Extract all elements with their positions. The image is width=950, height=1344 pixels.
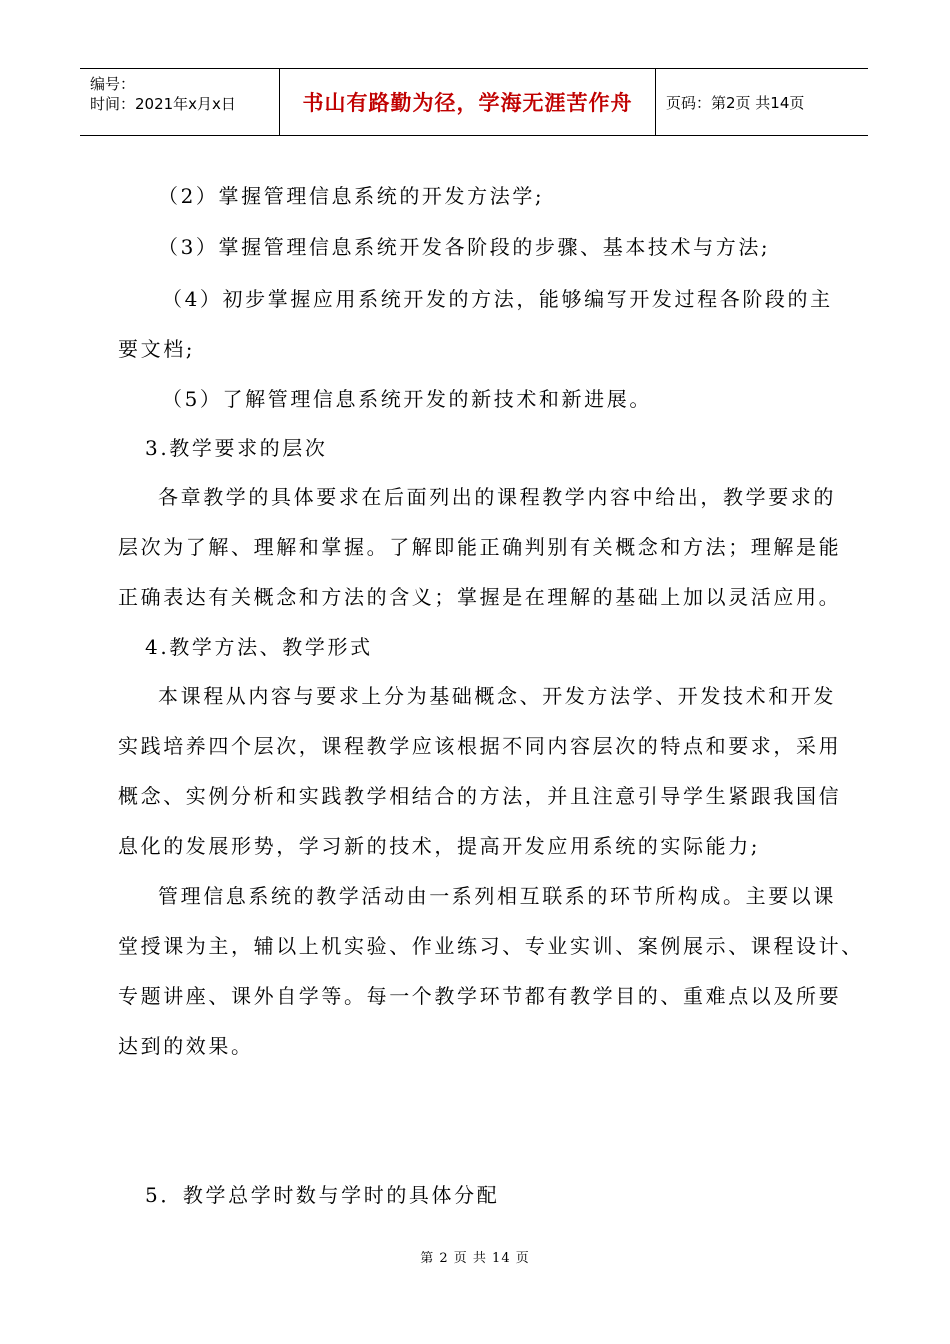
section-heading-3: 3.教学要求的层次: [145, 436, 328, 460]
objective-4-line-1: （4）初步掌握应用系统开发的方法，能够编写开发过程各阶段的主: [162, 287, 833, 311]
paragraph-4a-line-4: 息化的发展形势，学习新的技术，提高开发应用系统的实际能力;: [118, 834, 761, 858]
objective-2: （2）掌握管理信息系统的开发方法学;: [158, 184, 545, 208]
section-heading-4: 4.教学方法、教学形式: [145, 635, 373, 659]
objective-4-line-2: 要文档;: [118, 337, 196, 361]
section-heading-5: 5．教学总学时数与学时的具体分配: [145, 1183, 500, 1207]
paragraph-4a-line-1: 本课程从内容与要求上分为基础概念、开发方法学、开发技术和开发: [158, 684, 836, 708]
paragraph-4a-line-3: 概念、实例分析和实践教学相结合的方法，并且注意引导学生紧跟我国信: [118, 784, 842, 808]
page-header: [80, 68, 868, 136]
paragraph-3-line-3: 正确表达有关概念和方法的含义；掌握是在理解的基础上加以灵活应用。: [118, 585, 842, 609]
header-motto: 书山有路勤为径，学海无涯苦作舟: [280, 69, 656, 135]
header-meta: [80, 69, 280, 135]
paragraph-3-line-1: 各章教学的具体要求在后面列出的课程教学内容中给出，教学要求的: [158, 485, 836, 509]
paragraph-4a-line-2: 实践培养四个层次，课程教学应该根据不同内容层次的特点和要求，采用: [118, 734, 842, 758]
header-page-info: 页码：第2页 共14页: [666, 93, 805, 112]
paragraph-4b-line-2: 堂授课为主，辅以上机实验、作业练习、专业实训、案例展示、课程设计、: [118, 934, 864, 958]
objective-5: （5）了解管理信息系统开发的新技术和新进展。: [162, 387, 652, 411]
page-footer: 第 2 页 共 14 页: [420, 1251, 530, 1266]
paragraph-4b-line-1: 管理信息系统的教学活动由一系列相互联系的环节所构成。主要以课: [158, 884, 836, 908]
time-label: 时间：2021年x月x日: [90, 95, 236, 113]
paragraph-4b-line-3: 专题讲座、课外自学等。每一个教学环节都有教学目的、重难点以及所要: [118, 984, 842, 1008]
code-label: 编号：: [90, 75, 136, 93]
paragraph-4b-line-4: 达到的效果。: [118, 1034, 254, 1058]
paragraph-3-line-2: 层次为了解、理解和掌握。了解即能正确判别有关概念和方法；理解是能: [118, 535, 842, 559]
objective-3: （3）掌握管理信息系统开发各阶段的步骤、基本技术与方法;: [158, 235, 771, 259]
